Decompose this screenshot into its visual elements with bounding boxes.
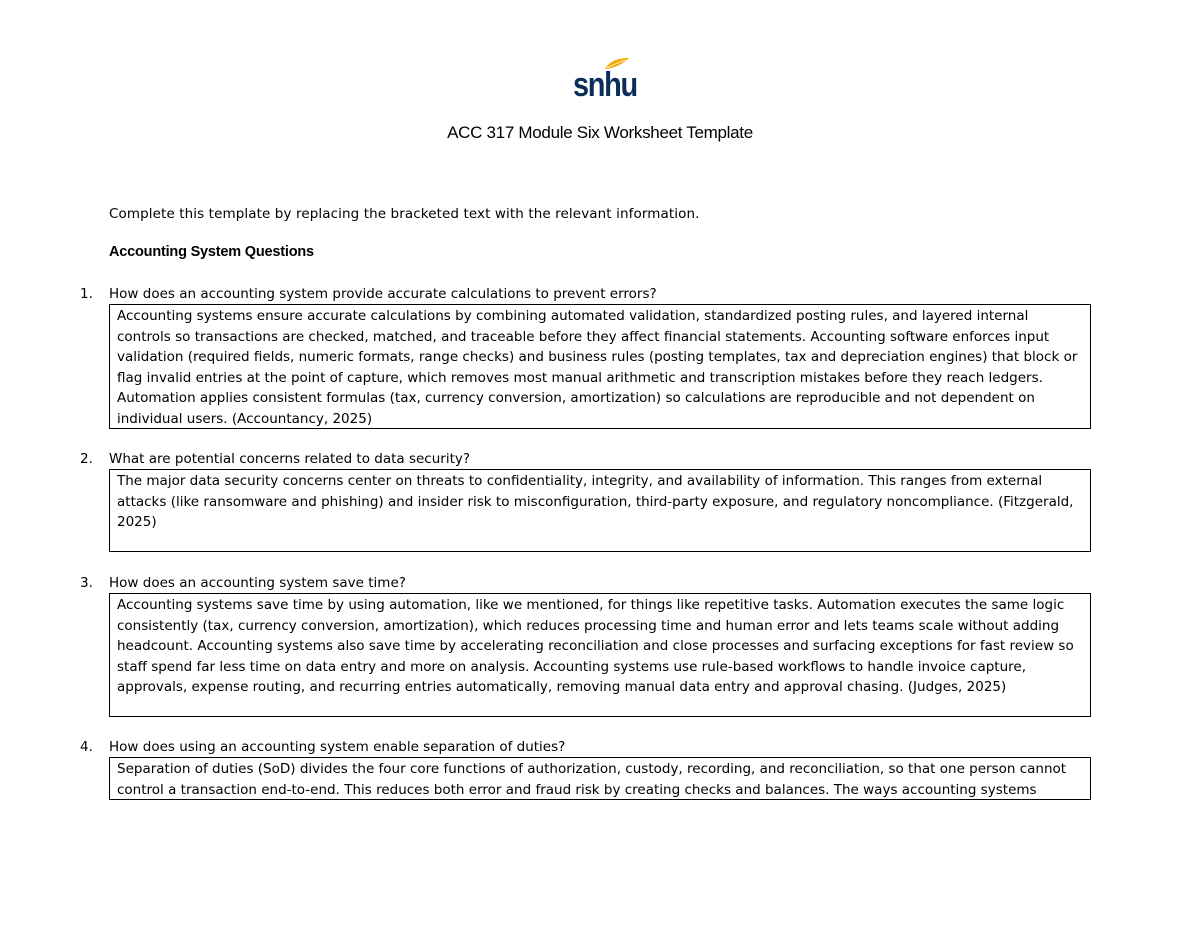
answer-field[interactable]: Accounting systems ensure accurate calculations by combining automated validation, standardized posting rules, and layered internal controls so transactions are checked, matched, and traceable before they affect financial statements. Accounting software enforces input validation (required fields, numeric formats, range checks) and business rules (posting templates, tax and depreciation engines) that block or flag invalid entries at the point of capture, which removes most manual arithmetic and transcription mistakes before they reach ledgers. Automation applies consistent formulas (tax, currency conversion, amortization) so calculations are reproducible and not dependent on individual users. (Accountancy, 2025) <box>109 304 1091 429</box>
document-title: ACC 317 Module Six Worksheet Template <box>447 123 753 142</box>
question-text: How does an accounting system save time? <box>109 575 406 591</box>
question-number: 2. <box>80 451 93 467</box>
answer-field[interactable]: Accounting systems save time by using automation, like we mentioned, for things like repetitive tasks. Automation executes the same logic consistently (tax, currency conversion, amortization), which reduces processing time and human error and lets teams scale without adding headcount. Accounting systems also save time by accelerating reconciliation and close processes and surfacing exceptions for fast review so staff spend far less time on data entry and more on analysis. Accounting systems use rule-based workflows to handle invoice capture, approvals, expense routing, and recurring entries automatically, removing manual data entry and approval chasing. (Judges, 2025) <box>109 593 1091 717</box>
question-number: 3. <box>80 575 93 591</box>
question-text: How does an accounting system provide accurate calculations to prevent errors? <box>109 286 657 302</box>
instructions-text: Complete this template by replacing the bracketed text with the relevant information. <box>109 206 700 222</box>
question-number: 4. <box>80 739 93 755</box>
question-text: How does using an accounting system enable separation of duties? <box>109 739 566 755</box>
question-number: 1. <box>80 286 93 302</box>
section-heading: Accounting System Questions <box>109 244 314 260</box>
logo-wordmark: snhu <box>573 66 637 104</box>
answer-field[interactable]: The major data security concerns center on threats to confidentiality, integrity, and availability of information. This ranges from external attacks (like ransomware and phishing) and insider risk to misconfiguration, third-party exposure, and regulatory noncompliance. (Fitzgerald, 2025) <box>109 469 1091 552</box>
snhu-logo <box>0 55 1200 109</box>
question-text: What are potential concerns related to data security? <box>109 451 471 467</box>
answer-field[interactable]: Separation of duties (SoD) divides the four core functions of authorization, custody, recording, and reconciliation, so that one person cannot control a transaction end-to-end. This reduces both error and fraud risk by creating checks and balances. The ways accounting systems <box>109 757 1091 800</box>
